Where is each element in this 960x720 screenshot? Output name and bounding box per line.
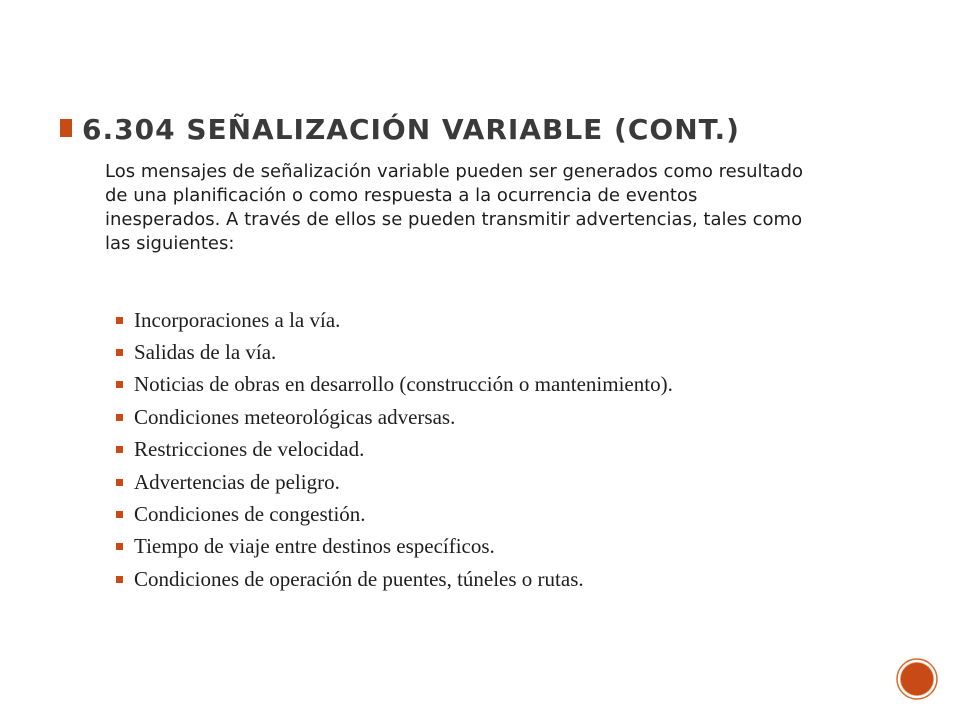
bullet-text: Restricciones de velocidad. <box>134 437 365 462</box>
list-item <box>116 498 916 530</box>
bullet-text: Condiciones de congestión. <box>134 502 366 527</box>
bullet-icon <box>116 349 123 356</box>
bullet-icon <box>116 317 123 324</box>
bullet-icon <box>116 479 123 486</box>
bullet-text: Advertencias de peligro. <box>134 469 340 494</box>
bullet-icon <box>116 381 123 388</box>
bullet-icon <box>116 446 123 453</box>
bullet-icon <box>116 414 123 421</box>
list-item <box>116 434 916 466</box>
bullet-text: Incorporaciones a la vía. <box>134 307 341 332</box>
list-item <box>116 401 916 433</box>
list-item <box>116 336 916 368</box>
list-item <box>116 466 916 498</box>
list-item <box>116 563 916 595</box>
slide-title: 6.304 SEÑALIZACIÓN VARIABLE (CONT.) <box>82 113 740 146</box>
circle-badge-icon <box>896 658 938 700</box>
bullet-text: Tiempo de viaje entre destinos específicos. <box>134 534 495 559</box>
bullet-text: Condiciones de operación de puentes, túneles o rutas. <box>134 566 584 591</box>
bullet-icon <box>116 511 123 518</box>
bullet-text: Salidas de la vía. <box>134 340 277 365</box>
bullet-icon <box>116 543 123 550</box>
list-item <box>116 369 916 401</box>
intro-paragraph: Los mensajes de señalización variable pueden ser generados como resultado de una planificación o como respuesta a la ocurrencia de eventos inesperados. A través de ellos se pueden transmitir advertencias, tales como las siguientes: <box>105 161 804 254</box>
bullet-list <box>116 304 916 596</box>
bullet-text: Condiciones meteorológicas adversas. <box>134 404 456 429</box>
title-marker-icon <box>60 119 72 137</box>
list-item <box>116 304 916 336</box>
list-item <box>116 531 916 563</box>
bullet-text: Noticias de obras en desarrollo (construcción o mantenimiento). <box>134 372 673 397</box>
bullet-icon <box>116 576 123 583</box>
